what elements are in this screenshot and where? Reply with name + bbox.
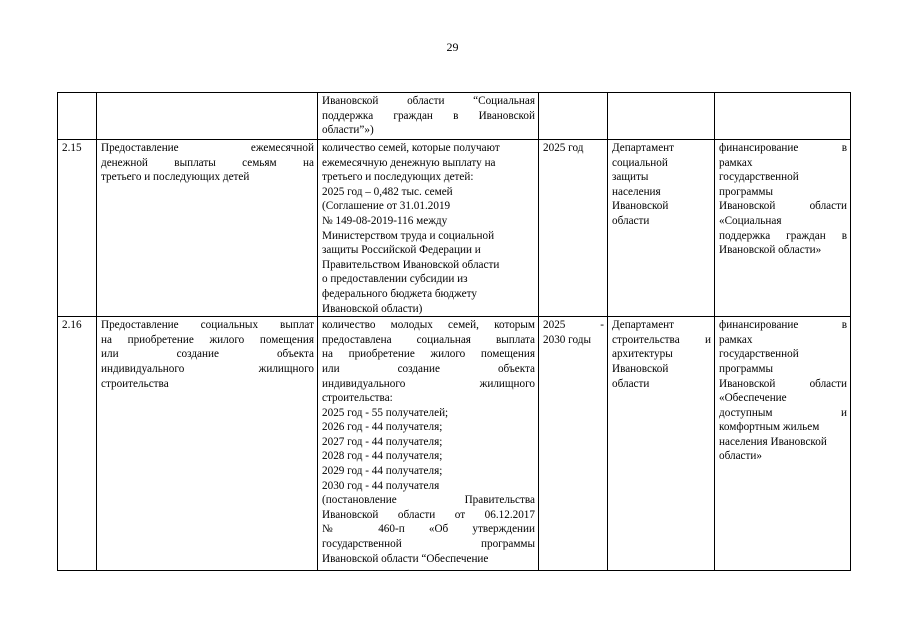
cell-text-line: поддержка граждан в <box>719 229 847 242</box>
cell-text-line: Ивановской области от 06.12.2017 <box>322 508 535 521</box>
cell-text-line: 2027 год - 44 получателя; <box>322 435 443 448</box>
cell-text-line: 2030 год - 44 получателя <box>322 479 440 492</box>
cell-text-line: на приобретение жилого помещения <box>322 348 535 361</box>
cell-text-line: архитектуры <box>612 348 673 361</box>
cell-indicator <box>318 317 539 571</box>
cell-text-line: Ивановской области» <box>719 244 822 257</box>
cell-text-line: на приобретение жилого помещения <box>101 333 314 346</box>
cell-text-line: Министерством труда и социальной <box>322 229 495 242</box>
cell-text-line: области <box>612 377 650 390</box>
cell-text-line: 2025 год – 0,482 тыс. семей <box>322 185 453 198</box>
cell-text-line: комфортным жильем <box>719 421 820 434</box>
cell-number <box>58 93 97 140</box>
cell-text-line: третьего и последующих детей <box>101 171 250 184</box>
cell-text-line: индивидуального жилищного <box>101 362 314 375</box>
cell-text-line: строительства <box>101 377 169 390</box>
cell-text-line: третьего и последующих детей: <box>322 171 474 184</box>
cell-text-line: количество семей, которые получают <box>322 142 500 154</box>
cell-text-line: Ивановской области “Обеспечение <box>322 552 489 565</box>
cell-text-line: социальной <box>612 156 668 169</box>
cell-text-line: государственной программы <box>322 538 535 551</box>
cell-text-line: Ивановской области <box>719 200 847 213</box>
cell-text-line: финансирование в <box>719 142 847 154</box>
cell-number: 2.15 <box>58 140 97 317</box>
cell-text-line: (Соглашение от 31.01.2019 <box>322 200 451 213</box>
cell-text-line: или создание объекта <box>322 362 535 375</box>
cell-text-line: области”») <box>322 124 374 137</box>
cell-text-line: 2025 год - 55 получателей; <box>322 406 449 419</box>
cell-text-line: или создание объекта <box>101 348 314 361</box>
cell-text-line: 2030 годы <box>543 333 591 346</box>
cell-text-line: Ивановской <box>612 200 669 213</box>
cell-measure-name <box>97 317 318 571</box>
cell-text-line: (постановление Правительства <box>322 494 535 507</box>
cell-text-line: № 460-п «Об утверждении <box>322 523 535 536</box>
cell-text-line: 2026 год - 44 получателя; <box>322 421 443 434</box>
cell-indicator <box>318 140 539 317</box>
cell-text-line: населения <box>612 185 661 198</box>
cell-text-line: 2029 год - 44 получателя; <box>322 465 443 478</box>
cell-text-line: 2028 год - 44 получателя; <box>322 450 443 463</box>
cell-text-line: Правительством Ивановской области <box>322 258 500 271</box>
cell-text-line: Ивановской области “Социальная <box>322 95 535 107</box>
cell-text-line: защиты <box>612 171 649 184</box>
cell-text-line: программы <box>719 362 773 375</box>
cell-text-line: строительства: <box>322 392 393 405</box>
cell-text-line: о предоставлении субсидии из <box>322 273 468 286</box>
cell-text-line: Ивановской <box>612 362 669 375</box>
cell-text-line: № 149-08-2019-116 между <box>322 214 448 227</box>
cell-term <box>539 317 608 571</box>
cell-text-line: поддержка граждан в Ивановской <box>322 109 535 122</box>
table-row <box>58 317 851 571</box>
cell-funding-source <box>715 93 851 140</box>
cell-indicator <box>318 93 539 140</box>
cell-term <box>539 93 608 140</box>
cell-number: 2.16 <box>58 317 97 571</box>
cell-funding-source <box>715 317 851 571</box>
cell-text-line: области» <box>719 450 762 463</box>
cell-term <box>539 140 608 317</box>
program-measures-table <box>57 92 851 571</box>
cell-text-line: Ивановской области <box>719 377 847 390</box>
cell-text-line: защиты Российской Федерации и <box>322 244 481 257</box>
cell-text-line: финансирование в <box>719 319 847 332</box>
cell-text-line: индивидуального жилищного <box>322 377 535 390</box>
cell-text-line: федерального бюджета бюджету <box>322 287 477 300</box>
table-row <box>58 93 851 140</box>
cell-measure-name <box>97 140 318 317</box>
table-row <box>58 140 851 317</box>
cell-text-line: области <box>612 214 650 227</box>
cell-text-line: рамках <box>719 156 753 169</box>
cell-text-line: государственной <box>719 171 799 184</box>
cell-text-line: Департамент <box>612 319 675 332</box>
cell-text-line: «Обеспечение <box>719 392 787 405</box>
cell-text-line: рамках <box>719 333 753 346</box>
cell-text-line: «Социальная <box>719 214 782 227</box>
cell-text-line: Предоставление социальных выплат <box>101 319 314 332</box>
cell-text-line: Предоставление ежемесячной <box>101 142 314 154</box>
cell-text-line: программы <box>719 185 773 198</box>
page-number: 29 <box>446 40 459 54</box>
cell-text-line: 2025 - <box>543 319 604 332</box>
cell-measure-name <box>97 93 318 140</box>
cell-executor <box>608 317 715 571</box>
cell-text-line: населения Ивановской <box>719 435 827 448</box>
cell-text-line: строительства и <box>612 333 711 346</box>
cell-text-line: предоставлена социальная выплата <box>322 333 535 346</box>
cell-text-line: государственной <box>719 348 799 361</box>
cell-text-line: Департамент <box>612 142 675 154</box>
cell-executor <box>608 93 715 140</box>
cell-text-line: Ивановской области) <box>322 302 423 315</box>
cell-text-line: доступным и <box>719 406 847 419</box>
cell-text-line: денежной выплаты семьям на <box>101 156 314 169</box>
cell-text-line: 2025 год <box>543 142 584 154</box>
cell-executor <box>608 140 715 317</box>
cell-funding-source <box>715 140 851 317</box>
cell-text-line: количество молодых семей, которым <box>322 319 535 332</box>
cell-text-line: ежемесячную денежную выплату на <box>322 156 496 169</box>
